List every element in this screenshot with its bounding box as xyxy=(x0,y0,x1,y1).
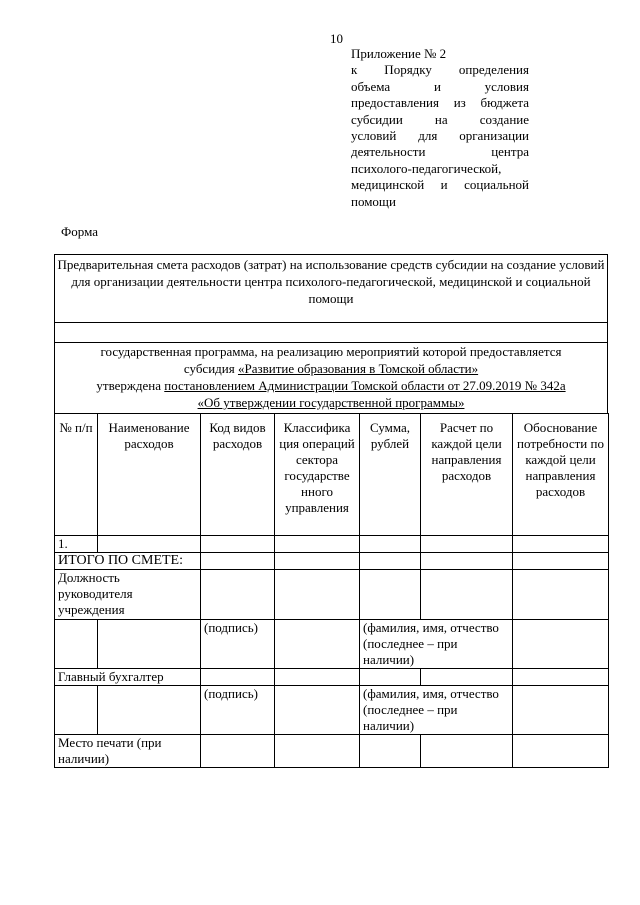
signature-label: (подпись) xyxy=(201,686,275,735)
form-label: Форма xyxy=(61,224,98,239)
appendix-line: субсидии на создание xyxy=(351,111,529,127)
page-number: 10 xyxy=(330,31,343,46)
accountant-signature-row xyxy=(55,686,609,735)
signature-label: (подпись) xyxy=(201,620,275,669)
fullname-label: (фамилия, имя, отчество (последнее – при наличии) xyxy=(360,620,513,669)
appendix-line: помощи xyxy=(351,193,396,209)
col-header-number: № п/п xyxy=(55,414,98,536)
stamp-label: Место печати (при наличии) xyxy=(55,735,201,768)
appendix-line: психолого-педагогической, xyxy=(351,160,502,176)
approved-prefix: утверждена xyxy=(96,378,165,393)
total-row xyxy=(55,553,609,570)
director-label: Должность руководителя учреждения xyxy=(55,570,201,620)
table-header-row xyxy=(55,414,609,536)
col-header-name: Наименование расходов xyxy=(98,414,201,536)
program-block xyxy=(54,343,608,413)
stamp-row xyxy=(55,735,609,768)
appendix-line: предоставления из бюджета xyxy=(351,95,529,111)
appendix-block xyxy=(351,46,529,210)
appendix-line: к Порядку определения xyxy=(351,62,529,78)
approved-line xyxy=(55,377,607,394)
fullname-label: (фамилия, имя, отчество (последнее – при наличии) xyxy=(360,686,513,735)
accountant-label: Главный бухгалтер xyxy=(55,669,201,686)
program-line: государственная программа, на реализацию мероприятий которой предоставляется xyxy=(100,344,562,359)
estimate-title: Предварительная смета расходов (затрат) на использование средств субсидии на создание условий для организации деятельности центра психолого-педагогической, медицинской и социальной помощи xyxy=(54,254,608,323)
appendix-line: медицинской и социальной xyxy=(351,177,529,193)
col-header-code: Код видов расходов xyxy=(201,414,275,536)
subsidy-prefix: субсидия xyxy=(183,361,238,376)
director-signature-row xyxy=(55,620,609,669)
approved-decree: постановлением Администрации Томской области от 27.09.2019 № 342а xyxy=(164,378,566,393)
approved-title: «Об утверждении государственной программы» xyxy=(197,395,465,410)
appendix-title: Приложение № 2 xyxy=(351,46,447,61)
col-header-classification: Классифика ция операций сектора государстве нного управления xyxy=(275,414,360,536)
col-header-justification: Обоснование потребности по каждой цели направления расходов xyxy=(513,414,609,536)
accountant-row xyxy=(55,669,609,686)
total-label: ИТОГО ПО СМЕТЕ: xyxy=(55,553,201,570)
appendix-line: деятельности центра xyxy=(351,144,529,160)
subsidy-line xyxy=(55,360,607,377)
col-header-calculation: Расчет по каждой цели направления расходов xyxy=(421,414,513,536)
blank-row xyxy=(54,323,608,343)
director-row xyxy=(55,570,609,620)
col-header-sum: Сумма, рублей xyxy=(360,414,421,536)
estimate-table xyxy=(54,413,609,768)
subsidy-name: «Развитие образования в Томской области» xyxy=(237,361,479,376)
row-number: 1. xyxy=(55,536,98,553)
table-row xyxy=(55,536,609,553)
appendix-line: объема и условия xyxy=(351,78,529,94)
appendix-line: условий для организации xyxy=(351,128,529,144)
